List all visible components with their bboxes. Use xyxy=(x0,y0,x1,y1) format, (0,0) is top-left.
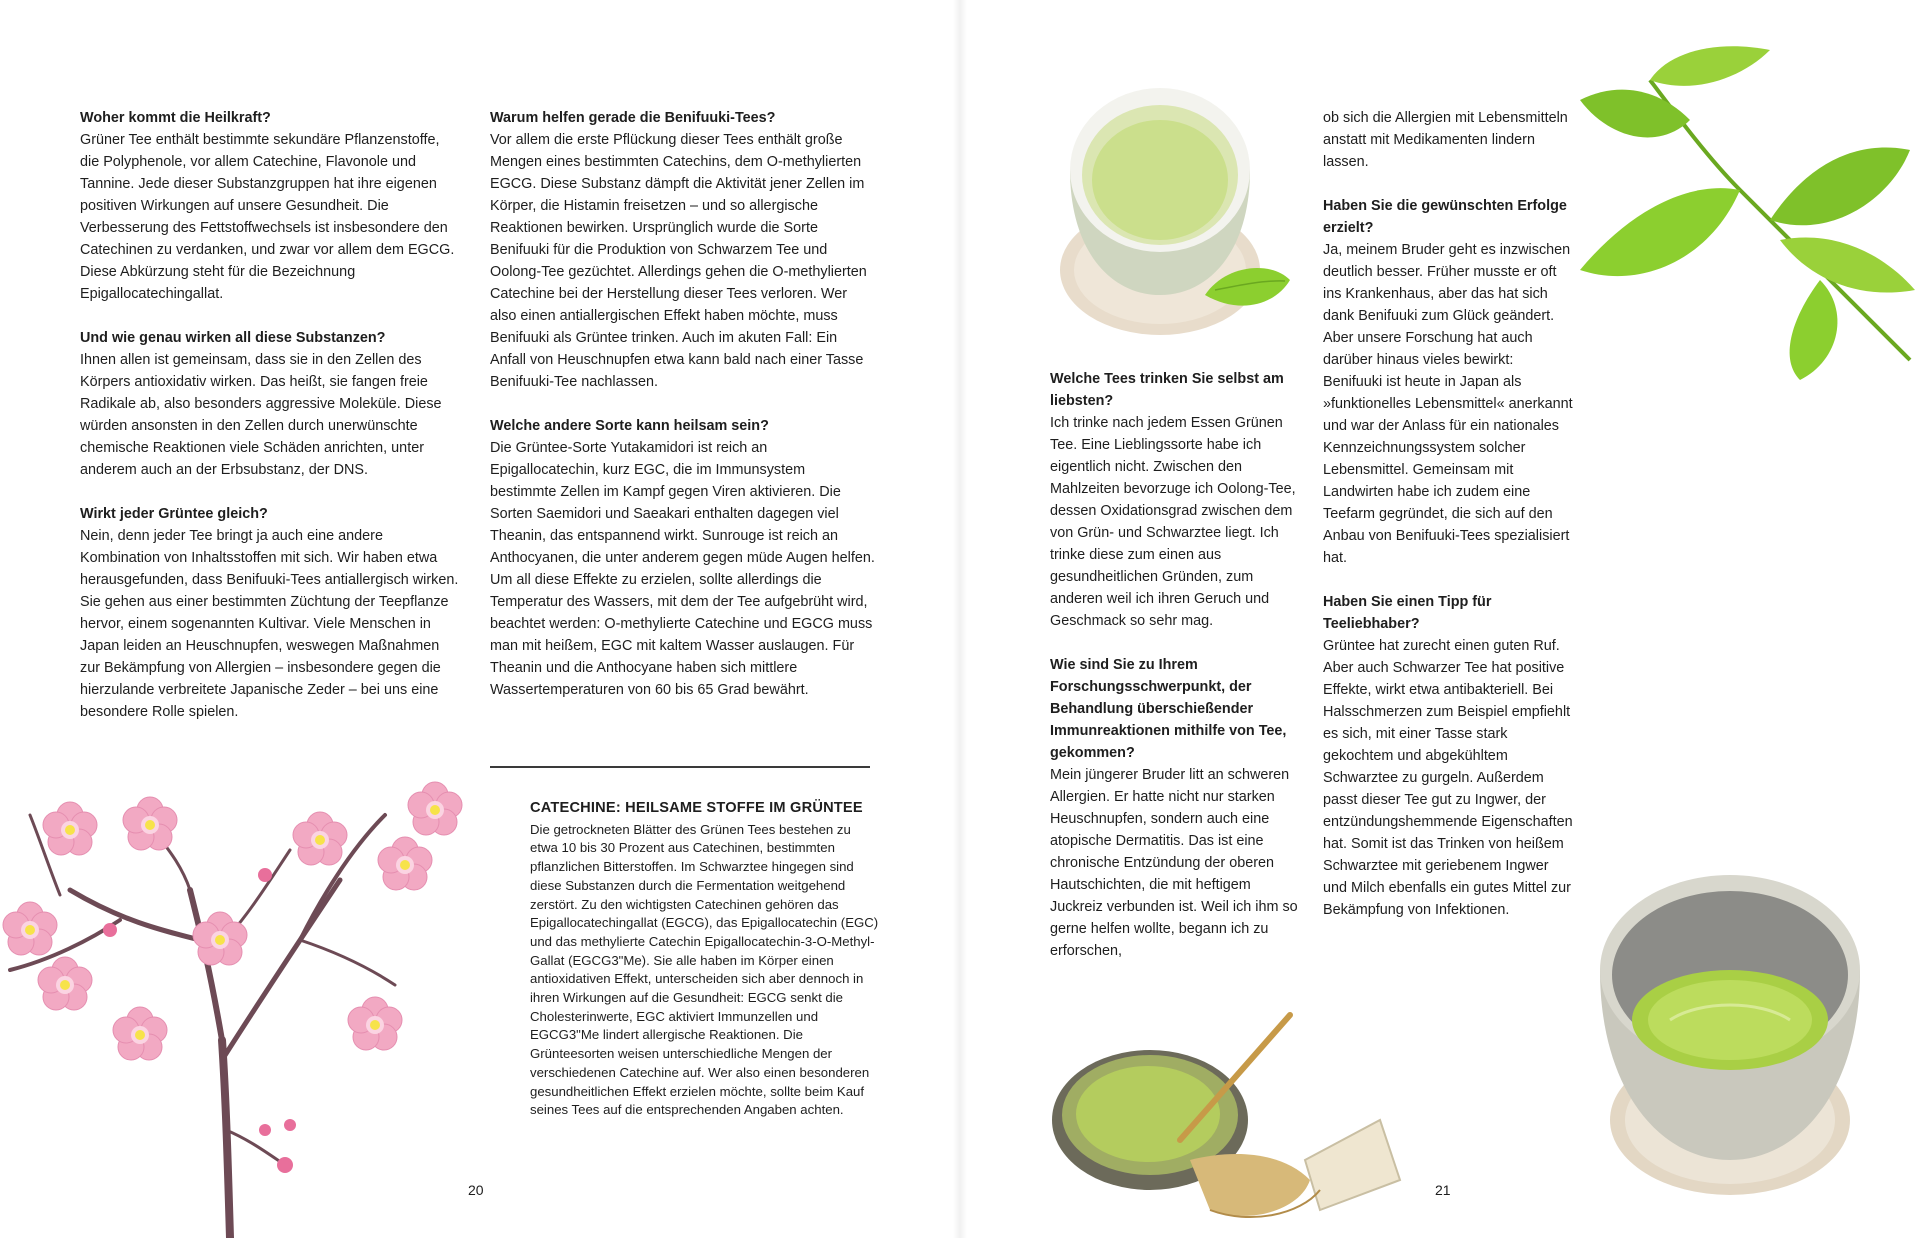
answer-text: Vor allem die erste Pflückung dieser Tees enthält große Mengen eines bestimmten Catechins, dem O-methylierten EGCG. Diese Substanz dämpft die Aktivität jener Zellen im Körper, die Histamin freisetzen – und so allergische Reaktionen bewirken. Ursprünglich wurde die Sorte Benifuuki für die Produktion von Schwarzem Tee und Oolong-Tee gezüchtet. Allerdings gehen die O-methylierten Catechine bei der Herstellung dieser Tees verloren. Wer also einen antiallergischen Effekt haben möchte, muss Benifuuki als Grüntee trinken. Auch im akuten Fall: Ein Anfall von Heuschnupfen etwa kann bald nach einer Tasse Benifuuki-Tee nachlassen. xyxy=(490,132,867,390)
right-column-2 xyxy=(1323,107,1573,943)
answer-text: Die Grüntee-Sorte Yutakamidori ist reich an Epigallocatechin, kurz EGC, die im Immunsystem bestimmte Zellen im Kampf gegen Viren aktivieren. Die Sorten Saemidori und Saeakari enthalten dagegen viel Theanin, das entspannend wirkt. Sunrouge ist reich an Anthocyanen, die unter anderem gegen müde Augen helfen. Um all diese Effekte zu erzielen, sollte allerdings die Temperatur des Wassers, mit dem der Tee aufgebrüht wird, beachtet werden: O-methylierte Catechine und EGCG muss man mit heißem, EGC mit kaltem Wasser auslaugen. Für Theanin und die Anthocyane haben sich mittlere Wassertemperaturen von 60 bis 65 Grad bewährt. xyxy=(490,440,875,698)
tea-bowl-illustration xyxy=(1040,80,1300,360)
question-heading: Haben Sie einen Tipp für Teeliebhaber? xyxy=(1323,594,1492,632)
answer-text: Grüntee hat zurecht einen guten Ruf. Aber auch Schwarzer Tee hat positive Effekte, wirkt etwa antibakteriell. Bei Halsschmerzen zum Beispiel empfiehlt es sich, mit einer Tasse stark gekochtem und abgekühltem Schwarztee zu gurgeln. Außerdem passt dieser Tee gut zu Ingwer, der entzündungshemmende Eigenschaften hat. Somit ist das Trinken von heißem Schwarztee mit geriebenem Ingwer und Milch ebenfalls ein gutes Mittel zur Bekämpfung von Infektionen. xyxy=(1323,638,1573,918)
answer-text: Ich trinke nach jedem Essen Grünen Tee. Eine Lieblingssorte habe ich eigentlich nicht. Zwischen den Mahlzeiten bevorzuge ich Oolong-Tee, dessen Oxidationsgrad zwischen dem von Grün- und Schwarztee liegt. Ich trinke diese zum einen aus gesundheitlichen Gründen, zum anderen weil ich ihren Geruch und Geschmack so sehr mag. xyxy=(1050,415,1296,629)
question-heading: Wie sind Sie zu Ihrem Forschungsschwerpunkt, der Behandlung überschießender Immunreaktionen mithilfe von Tee, gekommen? xyxy=(1050,657,1287,761)
qa-block xyxy=(1050,368,1300,632)
qa-block xyxy=(1323,195,1573,569)
tea-leaf-sprig-illustration xyxy=(1540,40,1920,380)
left-column-2 xyxy=(490,107,875,723)
answer-text: Nein, denn jeder Tee bringt ja auch eine andere Kombination von Inhaltsstoffen mit sich. Wir haben etwa herausgefunden, dass Benifuuki-Tees antiallergisch wirken. Sie gehen aus einer bestimmten Züchtung der Teepflanze hervor, einem sogenannten Kultivar. Viele Menschen in Japan leiden an Heuschnupfen, weswegen Maßnahmen zur Bekämpfung von Allergien – insbesondere gegen die hierzulande verbreitete Japanische Zeder – bei uns eine besondere Rolle spielen. xyxy=(80,528,459,720)
answer-text: Grüner Tee enthält bestimmte sekundäre Pflanzenstoffe, die Polyphenole, vor allem Catechine, Flavonole und Tannine. Jede dieser Substanzgruppen hat ihre eigenen positiven Wirkungen auf unsere Gesundheit. Die Verbesserung des Fettstoffwechsels ist insbesondere den Catechinen zu verdanken, und zwar vor allem dem EGCG. Diese Abkürzung steht für die Bezeichnung Epigallocatechingallat. xyxy=(80,132,455,302)
question-heading: Wirkt jeder Grüntee gleich? xyxy=(80,506,268,522)
matcha-whisk-illustration xyxy=(1050,1010,1410,1238)
qa-block xyxy=(80,503,460,723)
qa-block xyxy=(1323,591,1573,921)
qa-block xyxy=(1050,654,1300,962)
question-heading: Haben Sie die gewünschten Erfolge erzielt? xyxy=(1323,198,1567,236)
question-heading: Und wie genau wirken all diese Substanzen? xyxy=(80,330,386,346)
cherry-blossom-illustration xyxy=(0,770,520,1238)
info-box xyxy=(530,799,880,1120)
qa-block xyxy=(490,415,875,701)
info-box-title: CATECHINE: HEILSAME STOFFE IM GRÜNTEE xyxy=(530,800,863,816)
answer-text: Ihnen allen ist gemeinsam, dass sie in den Zellen des Körpers antioxidativ wirken. Das heißt, sie fangen freie Radikale ab, also besonders aggressive Moleküle. Diese würden ansonsten in den Zellen durch unerwünschte chemische Reaktionen viele Schäden anrichten, unter anderem auch an der Erbsubstanz, der DNS. xyxy=(80,352,442,478)
left-column-1 xyxy=(80,107,460,745)
right-column-1 xyxy=(1050,368,1300,984)
question-heading: Welche andere Sorte kann heilsam sein? xyxy=(490,418,769,434)
page-number-left: 20 xyxy=(468,1182,484,1198)
question-heading: Warum helfen gerade die Benifuuki-Tees? xyxy=(490,110,776,126)
info-box-rule xyxy=(490,766,870,768)
question-heading: Welche Tees trinken Sie selbst am liebsten? xyxy=(1050,371,1284,409)
qa-block xyxy=(490,107,875,393)
answer-text: Mein jüngerer Bruder litt an schweren Allergien. Er hatte nicht nur starken Heuschnupfen, sondern auch eine atopische Dermatitis. Das ist eine chronische Entzündung der oberen Hautschichten, die mit heftigem Juckreiz verbunden ist. Weil ich ihm so gerne helfen wollte, begann ich zu erforschen, xyxy=(1050,767,1298,959)
continued-text: ob sich die Allergien mit Lebensmitteln anstatt mit Medikamenten lindern lassen. xyxy=(1323,110,1568,170)
info-box-body: Die getrockneten Blätter des Grünen Tees bestehen zu etwa 10 bis 30 Prozent aus Catechinen, bestimmten pflanzlichen Bitterstoffen. Im Schwarztee hingegen sind diese Substanzen durch die Fermentation weitgehend zerstört. Zu den wichtigsten Catechinen gehören das Epigallocatechingallat (EGCG), das Epigallocatechin (EGC) und das methylierte Catechin Epigallocatechin-3-O-Methyl-Gallat (EGCG3"Me). Sie alle haben im Körper einen antioxidativen Effekt, unterscheiden sich aber dennoch in ihren Wirkungen auf die Gesundheit: EGCG senkt die Cholesterinwerte, EGC aktiviert Immunzellen und EGCG3"Me lindert allergische Reaktionen. Die Grünteesorten weisen unterschiedliche Mengen der verschiedenen Catechine auf. Wer also einen besonderen gesundheitlichen Effekt erzielen möchte, sollte beim Kauf seines Tees auf die entsprechenden Angaben achten. xyxy=(530,821,879,1118)
page-number-right: 21 xyxy=(1435,1182,1451,1198)
answer-text: Ja, meinem Bruder geht es inzwischen deutlich besser. Früher musste er oft ins Krankenhaus, aber das hat sich dank Benifuuki zum Glück geändert. Aber unsere Forschung hat auch darüber hinaus vieles bewirkt: Benifuuki ist heute in Japan als »funktionelles Lebensmittel« anerkannt und war der Anlass für ein nationales Kennzeichnungssystem solcher Lebensmittel. Gemeinsam mit Landwirten habe ich zudem eine Teefarm gegründet, die sich auf den Anbau von Benifuuki-Tees spezialisiert hat. xyxy=(1323,242,1573,566)
book-gutter xyxy=(953,0,967,1238)
matcha-bowl-illustration xyxy=(1580,870,1890,1200)
qa-block xyxy=(80,107,460,305)
qa-block xyxy=(80,327,460,481)
question-heading: Woher kommt die Heilkraft? xyxy=(80,110,271,126)
